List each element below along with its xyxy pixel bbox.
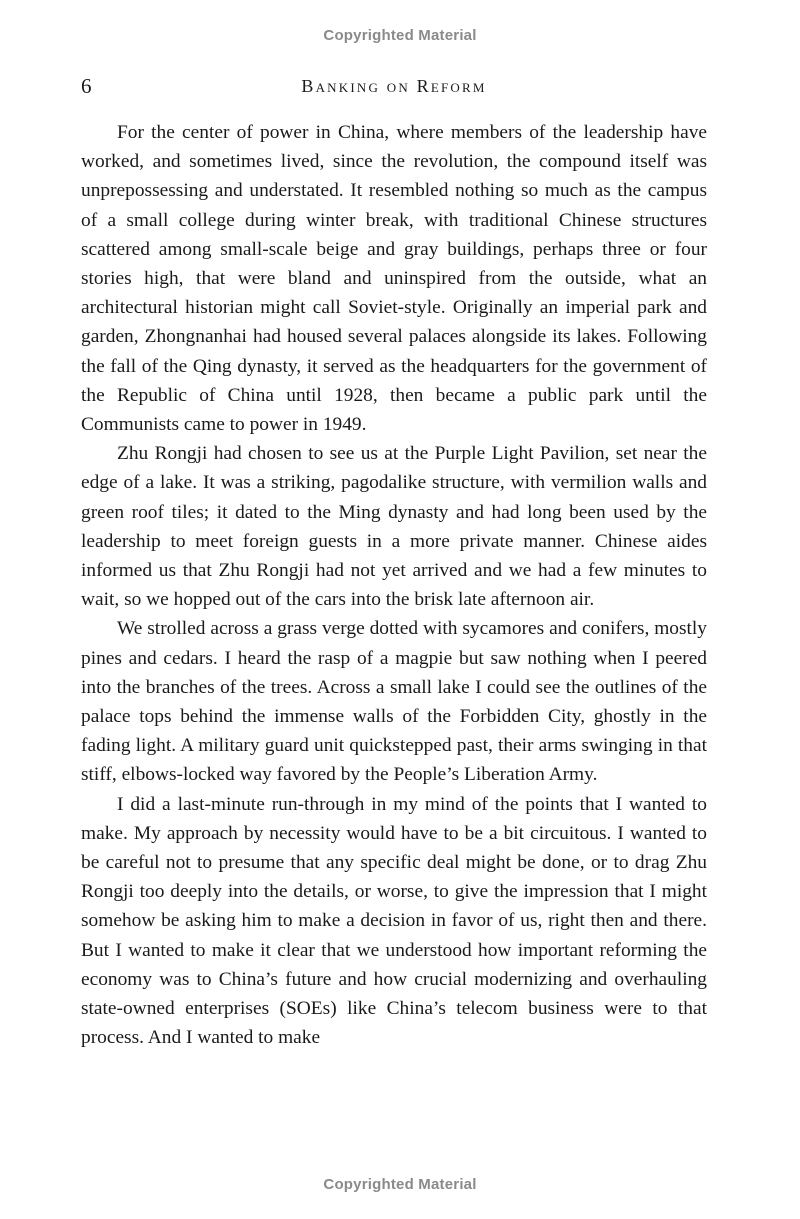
body-text [81, 118, 707, 1053]
paragraph: Zhu Rongji had chosen to see us at the Purple Light Pavilion, set near the edge of a lake. It was a striking, pagodalike structure, with vermilion walls and green roof tiles; it dated to the Ming dynasty and had long been used by the leadership to meet foreign guests in a more private manner. Chinese aides informed us that Zhu Rongji had not yet arrived and we had a few minutes to wait, so we hopped out of the cars into the brisk late afternoon air. [81, 443, 707, 611]
running-title: Banking on Reform [301, 76, 487, 96]
running-head [81, 74, 707, 100]
paragraph: I did a last-minute run-through in my mind of the points that I wanted to make. My approach by necessity would have to be a bit circuitous. I wanted to be careful not to presume that any specific deal might be done, or to drag Zhu Rongji too deeply into the details, or worse, to give the impression that I might somehow be asking him to make a decision in favor of us, right then and there. But I wanted to make it clear that we understood how important reforming the economy was to China’s future and how crucial modernizing and overhauling state-owned enterprises (SOEs) like China’s telecom business were to that process. And I wanted to make [81, 793, 707, 1049]
copyright-watermark-top: Copyrighted Material [323, 27, 477, 44]
page-number: 6 [81, 74, 92, 98]
paragraph: For the center of power in China, where members of the leadership have worked, and sometimes lived, since the revolution, the compound itself was unprepossessing and understated. It resembled nothing so much as the campus of a small college during winter break, with traditional Chinese structures scattered among small-scale beige and gray buildings, perhaps three or four stories high, that were bland and uninspired from the outside, what an architectural historian might call Soviet-style. Originally an imperial park and garden, Zhongnanhai had housed several palaces alongside its lakes. Following the fall of the Qing dynasty, it served as the headquarters for the government of the Republic of China until 1928, then became a public park until the Communists came to power in 1949. [81, 122, 707, 436]
copyright-watermark-bottom: Copyrighted Material [323, 1176, 477, 1193]
paragraph: We strolled across a grass verge dotted with sycamores and conifers, mostly pines and cedars. I heard the rasp of a magpie but saw nothing when I peered into the branches of the trees. Across a small lake I could see the outlines of the palace tops behind the immense walls of the Forbidden City, ghostly in the fading light. A military guard unit quickstepped past, their arms swinging in that stiff, elbows-locked way favored by the People’s Liberation Army. [81, 618, 707, 786]
